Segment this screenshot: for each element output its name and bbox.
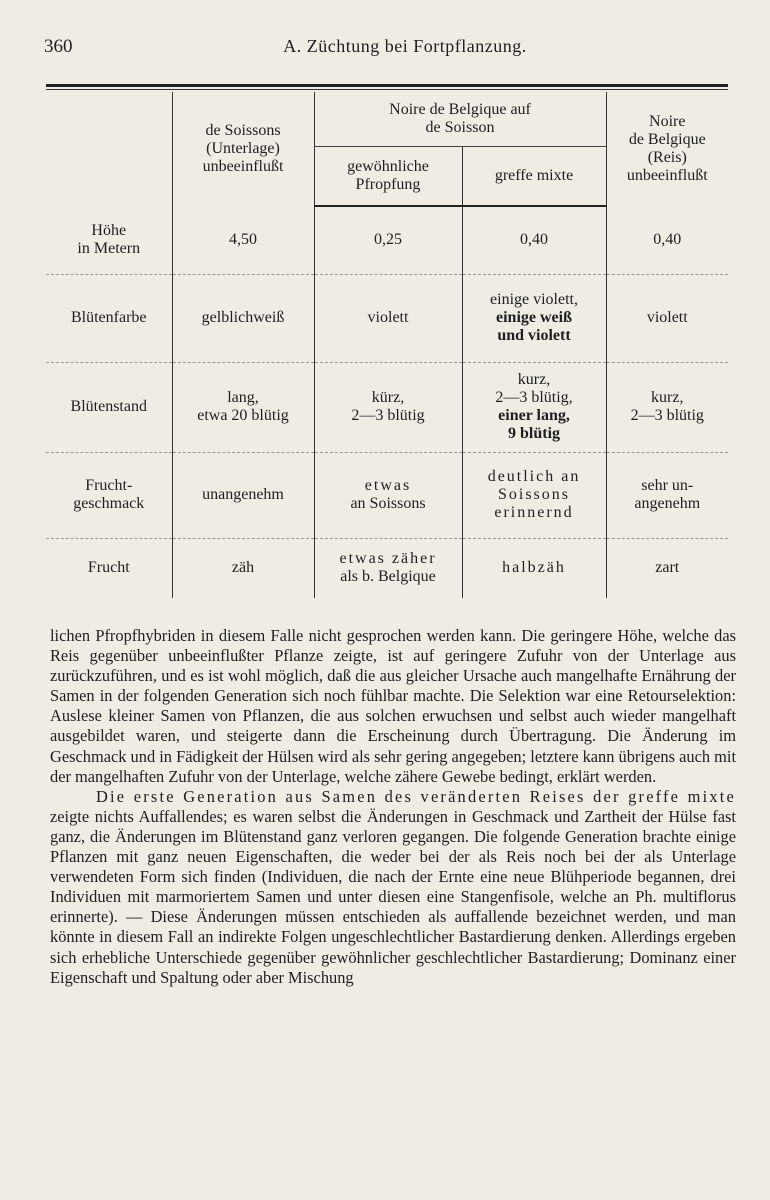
row-label — [46, 206, 172, 274]
cell-gewoehnlich-line: an Soissons — [350, 495, 426, 512]
row-label: Blütenstand — [46, 362, 172, 452]
cell-greffe-bold-line: 9 blütig — [508, 425, 561, 442]
cell-greffe-line: kurz, — [517, 371, 551, 388]
cell-greffe — [462, 452, 606, 538]
cell-greffe: 0,40 — [462, 206, 606, 274]
header-group-line: Noire de Belgique auf — [389, 100, 531, 118]
cell-gewoehnlich-line: etwas zäher — [339, 550, 437, 568]
running-title: A. Züchtung bei Fortpflanzung. — [283, 36, 527, 56]
cell-gewoehnlich-line: 2—3 blütig — [351, 407, 425, 424]
header-soissons-line: (Unterlage) — [206, 140, 280, 157]
header-soissons — [172, 92, 314, 206]
header-gewoehnlich-line: Pfropfung — [355, 175, 421, 193]
cell-greffe: halbzäh — [462, 538, 606, 598]
cell-gewoehnlich — [314, 538, 462, 598]
cell-soissons-line: lang, — [227, 389, 259, 406]
cell-noire-line: sehr un- — [641, 477, 694, 494]
cell-gewoehnlich: 0,25 — [314, 206, 462, 274]
row-label-line: geschmack — [73, 495, 145, 512]
cell-greffe-line: deutlich an — [487, 468, 581, 485]
header-group-line: de Soisson — [425, 118, 495, 136]
paragraph-2-spaced: Die erste Generation aus Samen des veränderten Reises der greffe mixte — [96, 786, 736, 806]
cell-greffe-line: erinnernd — [494, 504, 574, 521]
cell-noire-line: angenehm — [634, 495, 701, 512]
cell-greffe-bold-line: einer lang, — [498, 407, 570, 424]
header-noire-reis — [606, 92, 728, 206]
cell-soissons — [172, 362, 314, 452]
cell-greffe-line: Soissons — [497, 486, 571, 503]
cell-greffe-bold-line: einige weiß — [496, 309, 572, 326]
header-gewoehnlich-line: gewöhnliche — [347, 157, 429, 175]
header-gewoehnliche-pfropfung — [314, 146, 462, 206]
cell-greffe — [462, 274, 606, 362]
paragraph-2-rest: zeigte nichts Auffallendes; es waren selbst die Änderungen in Geschmack und Zartheit der Hülse fast ganz, die Änderungen im Blütenstand ganz verloren gegangen. Die folgende Generation brachte einige Pflanzen mit ganz neuen Eigenschaften, die weder bei der als Reis noch bei der als Unterlage verwendeten Form sich finden (Individuen, die nach der Ernte eine neue Blühperiode begannen, drei Individuen mit marmoriertem Samen und unter diesen eine Stangenfisole, welche an Ph. multiflorus erinnerte). — Diese Änderungen müssen entschieden als auffallende bezeichnet werden, und man könnte in diesem Fall an indirekte Folgen ungeschlechtlicher Bastardierung denken. Allerdings ergeben sich erhebliche Unterschiede gegenüber gewöhnlicher geschlechtlicher Bastardierung; Dominanz einer Eigenschaft und Spaltung oder aber Mischung — [50, 806, 736, 987]
cell-greffe-line: 2—3 blütig, — [495, 389, 573, 406]
table-row — [46, 538, 728, 598]
cell-soissons: zäh — [172, 538, 314, 598]
cell-greffe-bold-line: und violett — [497, 327, 571, 344]
cell-noire — [606, 452, 728, 538]
cell-noire-line: kurz, — [651, 389, 684, 406]
cell-greffe-line: einige violett, — [490, 291, 578, 308]
cell-gewoehnlich-line: kürz, — [371, 389, 405, 406]
row-label: Frucht — [87, 559, 130, 577]
cell-noire: zart — [606, 538, 728, 598]
cell-greffe — [462, 362, 606, 452]
body-text — [50, 626, 736, 988]
table-row — [46, 274, 728, 362]
cell-gewoehnlich — [314, 452, 462, 538]
cell-noire: 0,40 — [606, 206, 728, 274]
table-row — [46, 452, 728, 538]
header-noire-line: Noire — [649, 113, 686, 130]
paragraph-1: lichen Pfropfhybriden in diesem Falle nicht gesprochen werden kann. Die geringere Höhe, welche das Reis gegenüber unbeeinflußter Pflanze zeigte, ist auf geringere Zufuhr von der Unterlage aus zurückzuführen, und es ist wohl möglich, daß die aus gleicher Ursache auch mangelhafte Ernährung der Samen in der folgenden Generation sich noch fühlbar machte. Die Selektion war eine Retourselektion: Auslese kleiner Samen von Pflanzen, die aus solchen erwuchsen und selbst auch wieder mangelhaft ausgebildet waren, und steigerte dann die Erscheinung durch Übertragung. Die Änderung im Geschmack und in Fädigkeit der Hülsen wird als sehr gering angegeben; letztere kann übrigens auch mit der mangelhaften Zufuhr von der Unterlage, welche zähere Gewebe bedingt, erklärt werden. — [50, 626, 736, 786]
table-corner — [46, 92, 172, 206]
comparison-table — [46, 92, 728, 598]
row-label-line: Höhe — [91, 221, 127, 239]
cell-gewoehnlich: violett — [314, 274, 462, 362]
table-row — [46, 206, 728, 274]
header-noire-line: (Reis) — [647, 149, 687, 166]
paragraph-2 — [50, 787, 736, 988]
row-label-line: in Metern — [77, 239, 141, 257]
row-label-line: Frucht- — [85, 477, 133, 494]
header-soissons-line: de Soissons — [205, 122, 281, 139]
cell-gewoehnlich-line: als b. Belgique — [340, 568, 436, 586]
cell-soissons: unangenehm — [172, 452, 314, 538]
cell-soissons: 4,50 — [172, 206, 314, 274]
header-soissons-line: unbeeinflußt — [202, 158, 284, 175]
cell-soissons: gelblichweiß — [172, 274, 314, 362]
table-row — [46, 362, 728, 452]
page-number: 360 — [44, 36, 73, 57]
row-label: Blütenfarbe — [46, 274, 172, 362]
row-label — [46, 452, 172, 538]
header-group-noire-auf-soisson — [314, 92, 606, 146]
cell-soissons-line: etwa 20 blütig — [197, 407, 289, 424]
cell-noire — [606, 362, 728, 452]
header-noire-line: de Belgique — [628, 131, 706, 148]
cell-gewoehnlich — [314, 362, 462, 452]
cell-noire: violett — [606, 274, 728, 362]
header-noire-line: unbeeinflußt — [626, 167, 708, 184]
header-greffe-mixte: greffe mixte — [462, 146, 606, 206]
cell-noire-line: 2—3 blütig — [630, 407, 704, 424]
header-rule — [46, 84, 728, 87]
cell-gewoehnlich-line: etwas — [364, 477, 412, 494]
header-rule-thin — [46, 89, 728, 90]
